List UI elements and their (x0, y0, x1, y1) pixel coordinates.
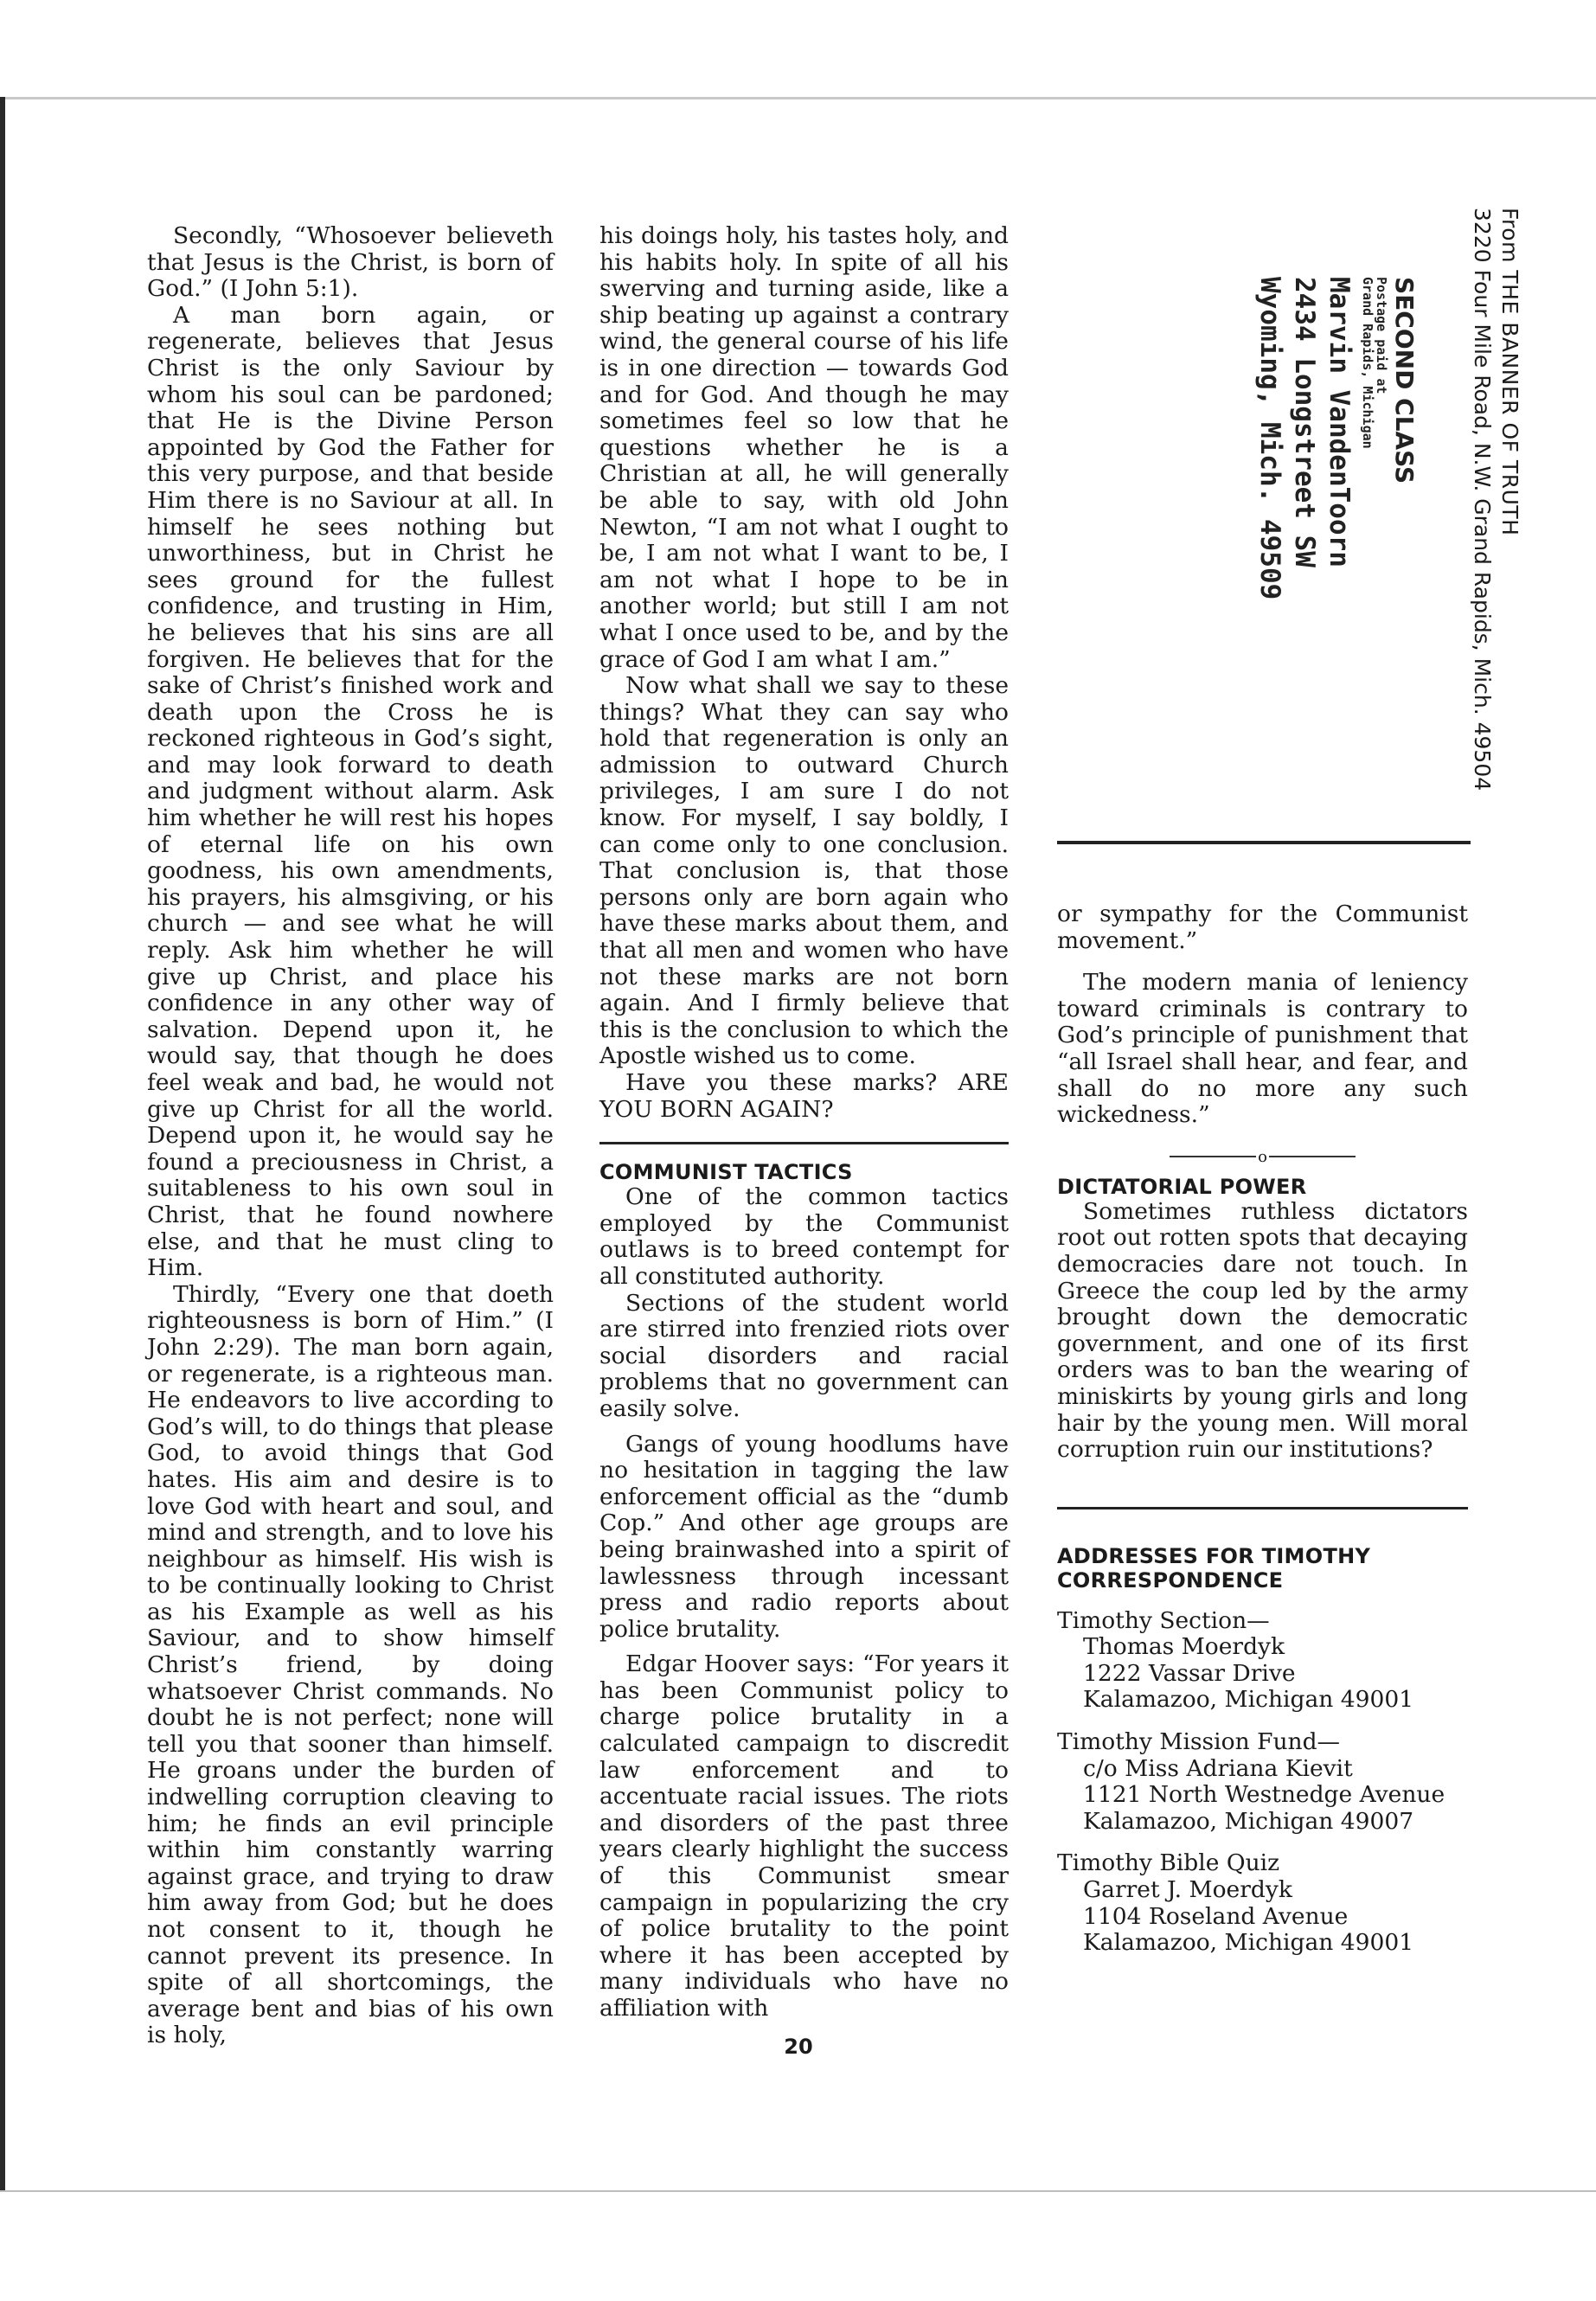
page-number: 20 (784, 2035, 813, 2059)
return-address-line2: 3220 Four Mile Road, N.W. Grand Rapids, Mich. 49504 (1470, 208, 1495, 792)
recipient-city: Wyoming, Mich. 49509 (1254, 277, 1285, 600)
scan-top-edge (0, 97, 1596, 99)
paragraph: Thirdly, “Every one that doeth righteousness is born of Him.” (I John 2:29). The man born again, or regenerate, is a righteous man. He endeavors to live according to God’s will, to do things that please God, to avoid things that God hates. His aim and desire is to love God with heart and soul, and mind and strength, and to love his neighbour as himself. His wish is to be continually looking to Christ as his Example as well as his Saviour, and to show himself Christ’s friend, by doing whatsoever Christ commands. No doubt he is not perfect; none will tell you that sooner than himself. He groans under the burden of indwelling corruption cleaving to him; he finds an evil principle within him constantly warring against grace, and trying to draw him away from God; but he does not consent to it, though he cannot prevent its presence. In spite of all shortcomings, the average bent and bias of his own is holy, (147, 1280, 554, 2049)
paragraph: Sometimes ruthless dictators root out rotten spots that decaying democracies dare not touch. In Greece the coup led by the army brought down the democratic government, and one of its first orders was to ban the wearing of miniskirts by young girls and long hair by the young men. Will moral corruption ruin our institutions? (1057, 1197, 1468, 1464)
section-heading-communist-tactics: COMMUNIST TACTICS (599, 1160, 853, 1185)
paragraph: Have you these marks? ARE YOU BORN AGAIN? (599, 1069, 1009, 1123)
postage-line1: Postage paid at (1374, 277, 1389, 394)
section-divider (1057, 1507, 1468, 1509)
mailing-label (1057, 208, 1522, 839)
paragraph: Sections of the student world are stirred into frenzied riots over social disorders and racial problems that no government can easily solve. (599, 1289, 1009, 1422)
paragraph: The modern mania of leniency toward criminals is contrary to God’s principle of punishment that “all Israel shall hear, and fear, and shall do no more any such wickedness.” (1057, 969, 1468, 1129)
scan-left-edge (0, 97, 5, 2190)
paragraph: Gangs of young hoodlums have no hesitation in tagging the law enforcement official as the “dumb Cop.” And other age groups are being brainwashed into a spirit of lawlessness through incessant press and radio reports about police brutality. (599, 1430, 1009, 1643)
section-heading-addresses: ADDRESSES FOR TIMOTHY CORRESPONDENCE (1057, 1543, 1371, 1593)
paragraph: One of the common tactics employed by the Communist outlaws is to breed contempt for all constituted authority. (599, 1183, 1009, 1290)
paragraph: A man born again, or regenerate, believes that Jesus Christ is the only Saviour by whom his soul can be pardoned; that He is the Divine Person appointed by God the Father for this very purpose, and that beside Him there is no Saviour at all. In himself he sees nothing but unworthiness, but in Christ he sees ground for the fullest confidence, and trusting in Him, he believes that his sins are all forgiven. He believes that for the sake of Christ’s finished work and death upon the Cross he is reckoned righteous in God’s sight, and may look forward to death and judgment without alarm. Ask him whether he will rest his hopes of eternal life on his own goodness, his own amendments, his prayers, his almsgiving, or his church — and see what he will reply. Ask him whether he will give up Christ, and place his confidence in any other way of salvation. Depend upon it, he would say, that though he does feel weak and bad, he would not give up Christ for all the world. Depend upon it, he would say he found a preciousness in Christ, a suitableness to his own soul in Christ, that he found nowhere else, and that he must cling to Him. (147, 301, 554, 1282)
recipient-name: Marvin VandenToorn (1324, 277, 1355, 567)
paragraph: Now what shall we say to these things? What they can say who hold that regeneration is only an admission to outward Church privileges, I am sure I do not know. For myself, I say boldly, I can come only to one conclusion. That conclusion is, that those persons only are born again who have these marks about them, and that all men and women who have not these marks are not born again. And I firmly believe that this is the conclusion to which the Apostle wished us to come. (599, 672, 1009, 1070)
section-heading-dictatorial-power: DICTATORIAL POWER (1057, 1174, 1307, 1199)
address-group: Timothy Bible Quiz Garret J. Moerdyk 1104 Roseland Avenue Kalamazoo, Michigan 49001 (1057, 1849, 1414, 1957)
mail-class: SECOND CLASS (1390, 277, 1419, 484)
address-group: Timothy Mission Fund— c/o Miss Adriana Kievit 1121 North Westnedge Avenue Kalamazoo, Michigan 49007 (1057, 1728, 1445, 1835)
paragraph: his doings holy, his tastes holy, and his habits holy. In spite of all his swerving and turning aside, like a ship beating up against a contrary wind, the general course of his life is in one direction — towards God and for God. And though he may sometimes feel so low that he questions whether he is a Christian at all, he will generally be able to say, with old John Newton, “I am not what I ought to be, I am not what I want to be, I am not what I hope to be in another world; but still I am not what I once used to be, and by the grace of God I am what I am.” (599, 222, 1009, 673)
section-divider (599, 1142, 1009, 1144)
column-1 (147, 223, 554, 2049)
recipient-street: 2434 Longstreet SW (1289, 277, 1320, 567)
scan-bottom-edge (0, 2190, 1596, 2192)
address-group: Timothy Section— Thomas Moerdyk 1222 Vassar Drive Kalamazoo, Michigan 49001 (1057, 1606, 1414, 1714)
postage-line2: Grand Rapids, Michigan (1360, 277, 1375, 449)
column-3 (1057, 901, 1468, 1957)
ornament-separator: o (1057, 1148, 1468, 1166)
paragraph: or sympathy for the Communist movement.” (1057, 901, 1468, 954)
column-2 (599, 223, 1009, 2022)
label-divider (1057, 841, 1471, 844)
return-address-line1: From THE BANNER OF TRUTH (1497, 208, 1522, 536)
paragraph: Secondly, “Whosoever believeth that Jesus is the Christ, is born of God.” (I John 5:1). (147, 222, 554, 303)
paragraph: Edgar Hoover says: “For years it has been Communist policy to charge police brutality in a calculated campaign to discredit law enforcement and to accentuate racial issues. The riots and disorders of the past three years clearly highlight the success of this Communist smear campaign in popularizing the cry of police brutality to the point where it has been accepted by many individuals who have no affiliation with (599, 1650, 1009, 2022)
